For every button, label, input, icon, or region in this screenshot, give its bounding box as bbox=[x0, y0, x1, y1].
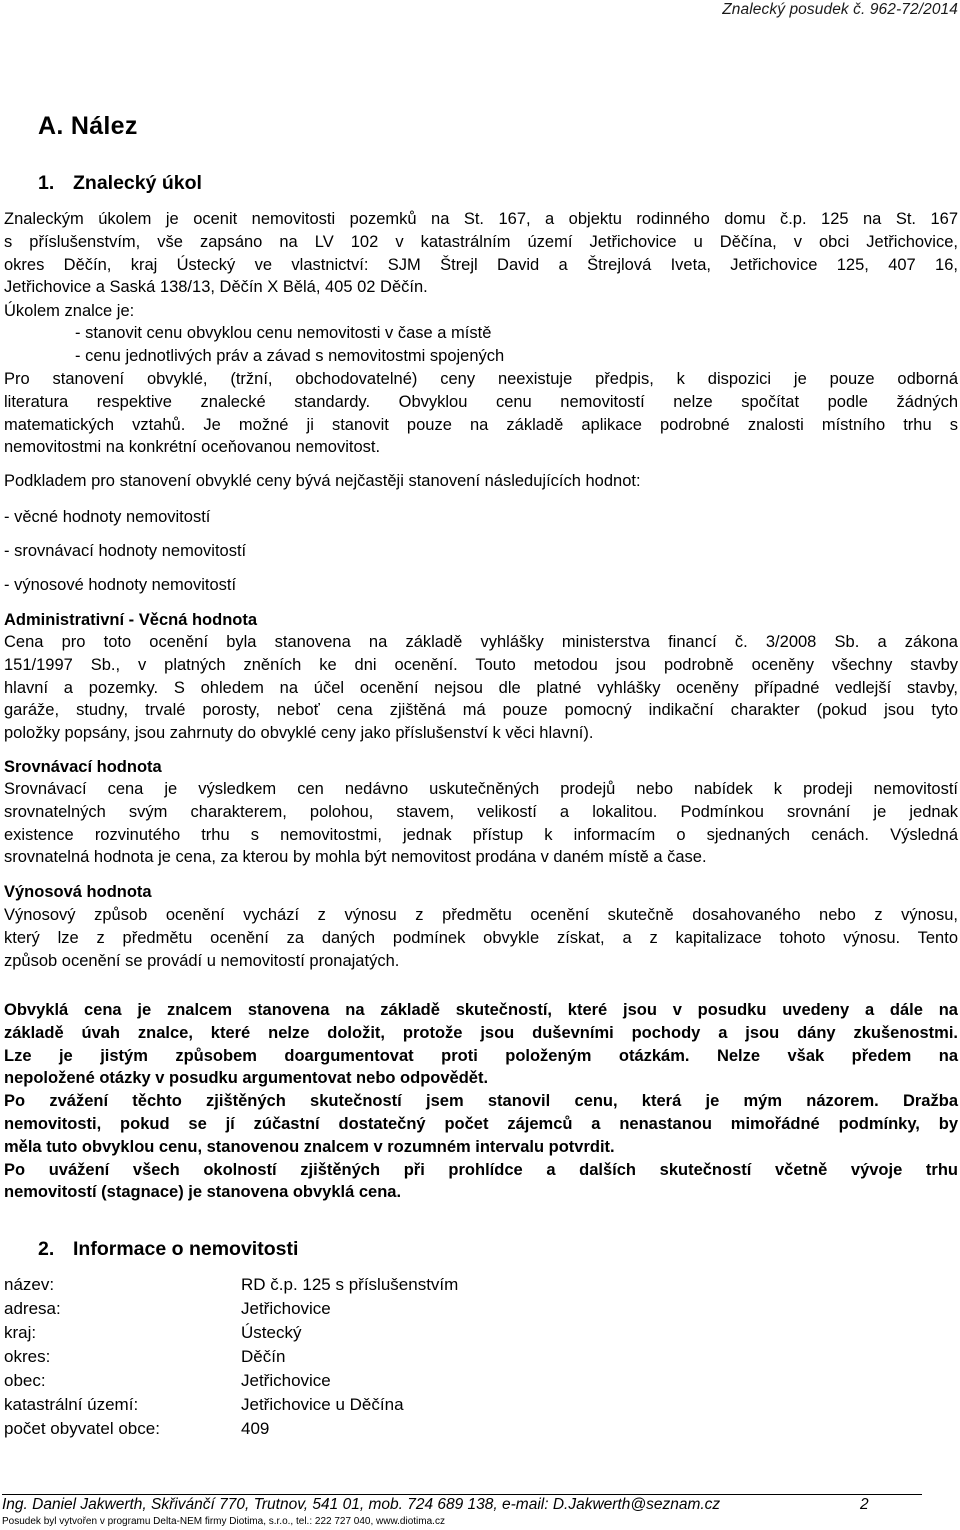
heading-info bbox=[38, 1238, 298, 1261]
admin-heading: Administrativní - Věcná hodnota bbox=[4, 611, 258, 629]
info-value: Jetřichovice u Děčína bbox=[241, 1395, 404, 1414]
info-value: Jetřichovice bbox=[241, 1371, 331, 1390]
info-label: obec: bbox=[4, 1371, 46, 1390]
section-title: A. Nález bbox=[38, 112, 138, 140]
text-line: garáže, studny, trvalé porosty, neboť cena zjištěná má pouze pomocný indikační charakter (pokud jsou tyto bbox=[4, 701, 958, 720]
text-line: základě úvah znalce, které nelze doložit, protože jsou duševními pochody a jsou dány zkušenostmi. bbox=[4, 1023, 958, 1042]
text-line: nemovitosti, pokud se jí zúčastní dostatečný počet zájemců a nenastanou mimořádné podmínky, by bbox=[4, 1114, 958, 1133]
info-label: okres: bbox=[4, 1347, 51, 1366]
text-line: měla tuto obvyklou cenu, stanovenou znalcem v rozumném intervalu potvrdit. bbox=[4, 1137, 615, 1156]
text-line: nepoložené otázky v posudku argumentovat nebo odpovědět. bbox=[4, 1069, 489, 1088]
text-line: s příslušenstvím, vše zapsáno na LV 102 v katastrálním území Jetřichovice u Děčína, v obci Jetřichovice, bbox=[4, 232, 958, 251]
text-line: nemovitostí (stagnace) je stanovena obvyklá cena. bbox=[4, 1183, 402, 1202]
heading-text: Informace o nemovitosti bbox=[73, 1238, 299, 1260]
page-number: 2 bbox=[860, 1496, 869, 1513]
info-label: kraj: bbox=[4, 1323, 37, 1342]
standard-paragraph bbox=[4, 368, 958, 459]
basis-item: - věcné hodnoty nemovitostí bbox=[4, 508, 211, 526]
text-line: Výnosový způsob ocenění vychází z výnosu z předmětu ocenění skutečně dosahovaného nebo z výnosu, bbox=[4, 906, 958, 924]
info-value: RD č.p. 125 s příslušenstvím bbox=[241, 1275, 459, 1294]
footer-software-note: Posudek byl vytvořen v programu Delta-NEM firmy Diotima, s.r.o., tel.: 222 727 040, www.diotima.cz bbox=[2, 1516, 445, 1527]
text-line: Cena pro toto ocenění byla stanovena na základě vyhlášky ministerstva financí č. 3/2008 Sb. a zákona bbox=[4, 633, 958, 651]
info-value: 409 bbox=[241, 1419, 270, 1438]
text-line: nemovitostmi na konkrétní oceňovanou nemovitost. bbox=[4, 438, 381, 457]
text-line: srovnatelných svým charakterem, polohou, stavem, velikostí a lokalitou. Podmínkou srovnání je jednak bbox=[4, 802, 958, 821]
text-line: Jetřichovice a Saská 138/13, Děčín X Bělá, 405 02 Děčín. bbox=[4, 278, 428, 297]
admin-paragraph bbox=[4, 631, 958, 745]
text-line: okres Děčín, kraj Ústecký ve vlastnictví: SJM Štrejl David a Štrejlová Iveta, Jetřichovice 125, 407 16, bbox=[4, 255, 958, 274]
goal-item: - stanovit cenu obvyklou cenu nemovitosti v čase a místě bbox=[75, 324, 492, 342]
text-line: který lze z předmětu ocenění za daných podmínek obvykle získat, a z kapitalizace tohoto výnosu. Tento bbox=[4, 928, 958, 947]
footer-divider bbox=[2, 1494, 922, 1495]
text-line: 151/1997 Sb., v platných zněních ke dni ocenění. Touto metodou jsou podrobně oceněny všechny stavby bbox=[4, 655, 958, 674]
info-label: název: bbox=[4, 1275, 55, 1294]
text-line: Znaleckým úkolem je ocenit nemovitosti pozemků na St. 167, a objektu rodinného domu č.p. 125 na St. 167 bbox=[4, 210, 958, 228]
comparative-heading: Srovnávací hodnota bbox=[4, 758, 162, 776]
heading-number: 2. bbox=[38, 1238, 55, 1260]
report-reference: Znalecký posudek č. 962-72/2014 bbox=[722, 1, 958, 18]
text-line: způsob ocenění se provádí u nemovitostí pronajatých. bbox=[4, 951, 400, 970]
info-label: katastrální území: bbox=[4, 1395, 139, 1414]
info-value: Ústecký bbox=[241, 1323, 302, 1342]
info-label: adresa: bbox=[4, 1299, 61, 1318]
heading-task bbox=[38, 172, 202, 195]
text-line: existence rozvinutého trhu s nemovitostmi, jednak přístup k informacím o sjednaných cenách. Výsledná bbox=[4, 825, 958, 844]
info-value: Jetřichovice bbox=[241, 1299, 331, 1318]
text-line: Obvyklá cena je znalcem stanovena na základě skutečností, které jsou v posudku uvedeny a dále na bbox=[4, 1001, 958, 1019]
info-label: počet obyvatel obce: bbox=[4, 1419, 160, 1438]
text-line: srovnatelná hodnota je cena, za kterou by mohla být nemovitost prodána v daném místě a čase. bbox=[4, 848, 707, 867]
text-line: položky popsány, jsou zahrnuty do obvyklé ceny jako příslušenství k věci hlavní). bbox=[4, 724, 594, 743]
heading-number: 1. bbox=[38, 172, 55, 194]
info-value: Děčín bbox=[241, 1347, 286, 1366]
goal-item: - cenu jednotlivých práv a závad s nemovitostmi spojených bbox=[75, 347, 505, 365]
text-line: Srovnávací cena je výsledkem cen nedávno uskutečněných prodejů nebo nabídek k prodeji nemovitostí bbox=[4, 780, 958, 798]
text-line: Pro stanovení obvyklé, (tržní, obchodovatelné) ceny neexistuje předpis, k dispozici je pouze odborná bbox=[4, 370, 958, 388]
conclusion-paragraph bbox=[4, 999, 958, 1204]
basis-text: Podkladem pro stanovení obvyklé ceny bývá nejčastěji stanovení následujících hodnot: bbox=[4, 472, 641, 490]
text-line: hlavní a pozemky. S ohledem na účel ocenění nejsou dle platné vyhlášky oceněny případné vedlejší stavby, bbox=[4, 678, 958, 697]
basis-item: - srovnávací hodnoty nemovitostí bbox=[4, 542, 247, 560]
text-line: Po zvážení těchto zjištěných skutečností jsem stanovil cenu, která je mým názorem. Dražba bbox=[4, 1092, 958, 1111]
basis-item: - výnosové hodnoty nemovitostí bbox=[4, 576, 237, 594]
heading-text: Znalecký úkol bbox=[73, 172, 202, 194]
task-intro-paragraph bbox=[4, 208, 958, 299]
comparative-paragraph bbox=[4, 778, 958, 869]
yield-heading: Výnosová hodnota bbox=[4, 883, 152, 901]
text-line: literatura respektive znalecké standardy. Obvyklou cenu nemovitostí nelze spočítat podle žádných bbox=[4, 392, 958, 411]
text-line: Lze je jistým způsobem doargumentovat proti položeným otázkám. Nelze však předem na bbox=[4, 1046, 958, 1065]
text-line: matematických vztahů. Je možné ji stanovit pouze na základě aplikace podrobné znalosti místního trhu s bbox=[4, 415, 958, 434]
goal-label: Úkolem znalce je: bbox=[4, 302, 135, 320]
text-line: Po uvážení všech okolností zjištěných při prohlídce a dalších skutečností včetně vývoje trhu bbox=[4, 1160, 958, 1179]
footer-author: Ing. Daniel Jakwerth, Skřivánčí 770, Trutnov, 541 01, mob. 724 689 138, e-mail: D.Jakwerth@seznam.cz bbox=[2, 1496, 721, 1513]
yield-paragraph bbox=[4, 904, 958, 972]
